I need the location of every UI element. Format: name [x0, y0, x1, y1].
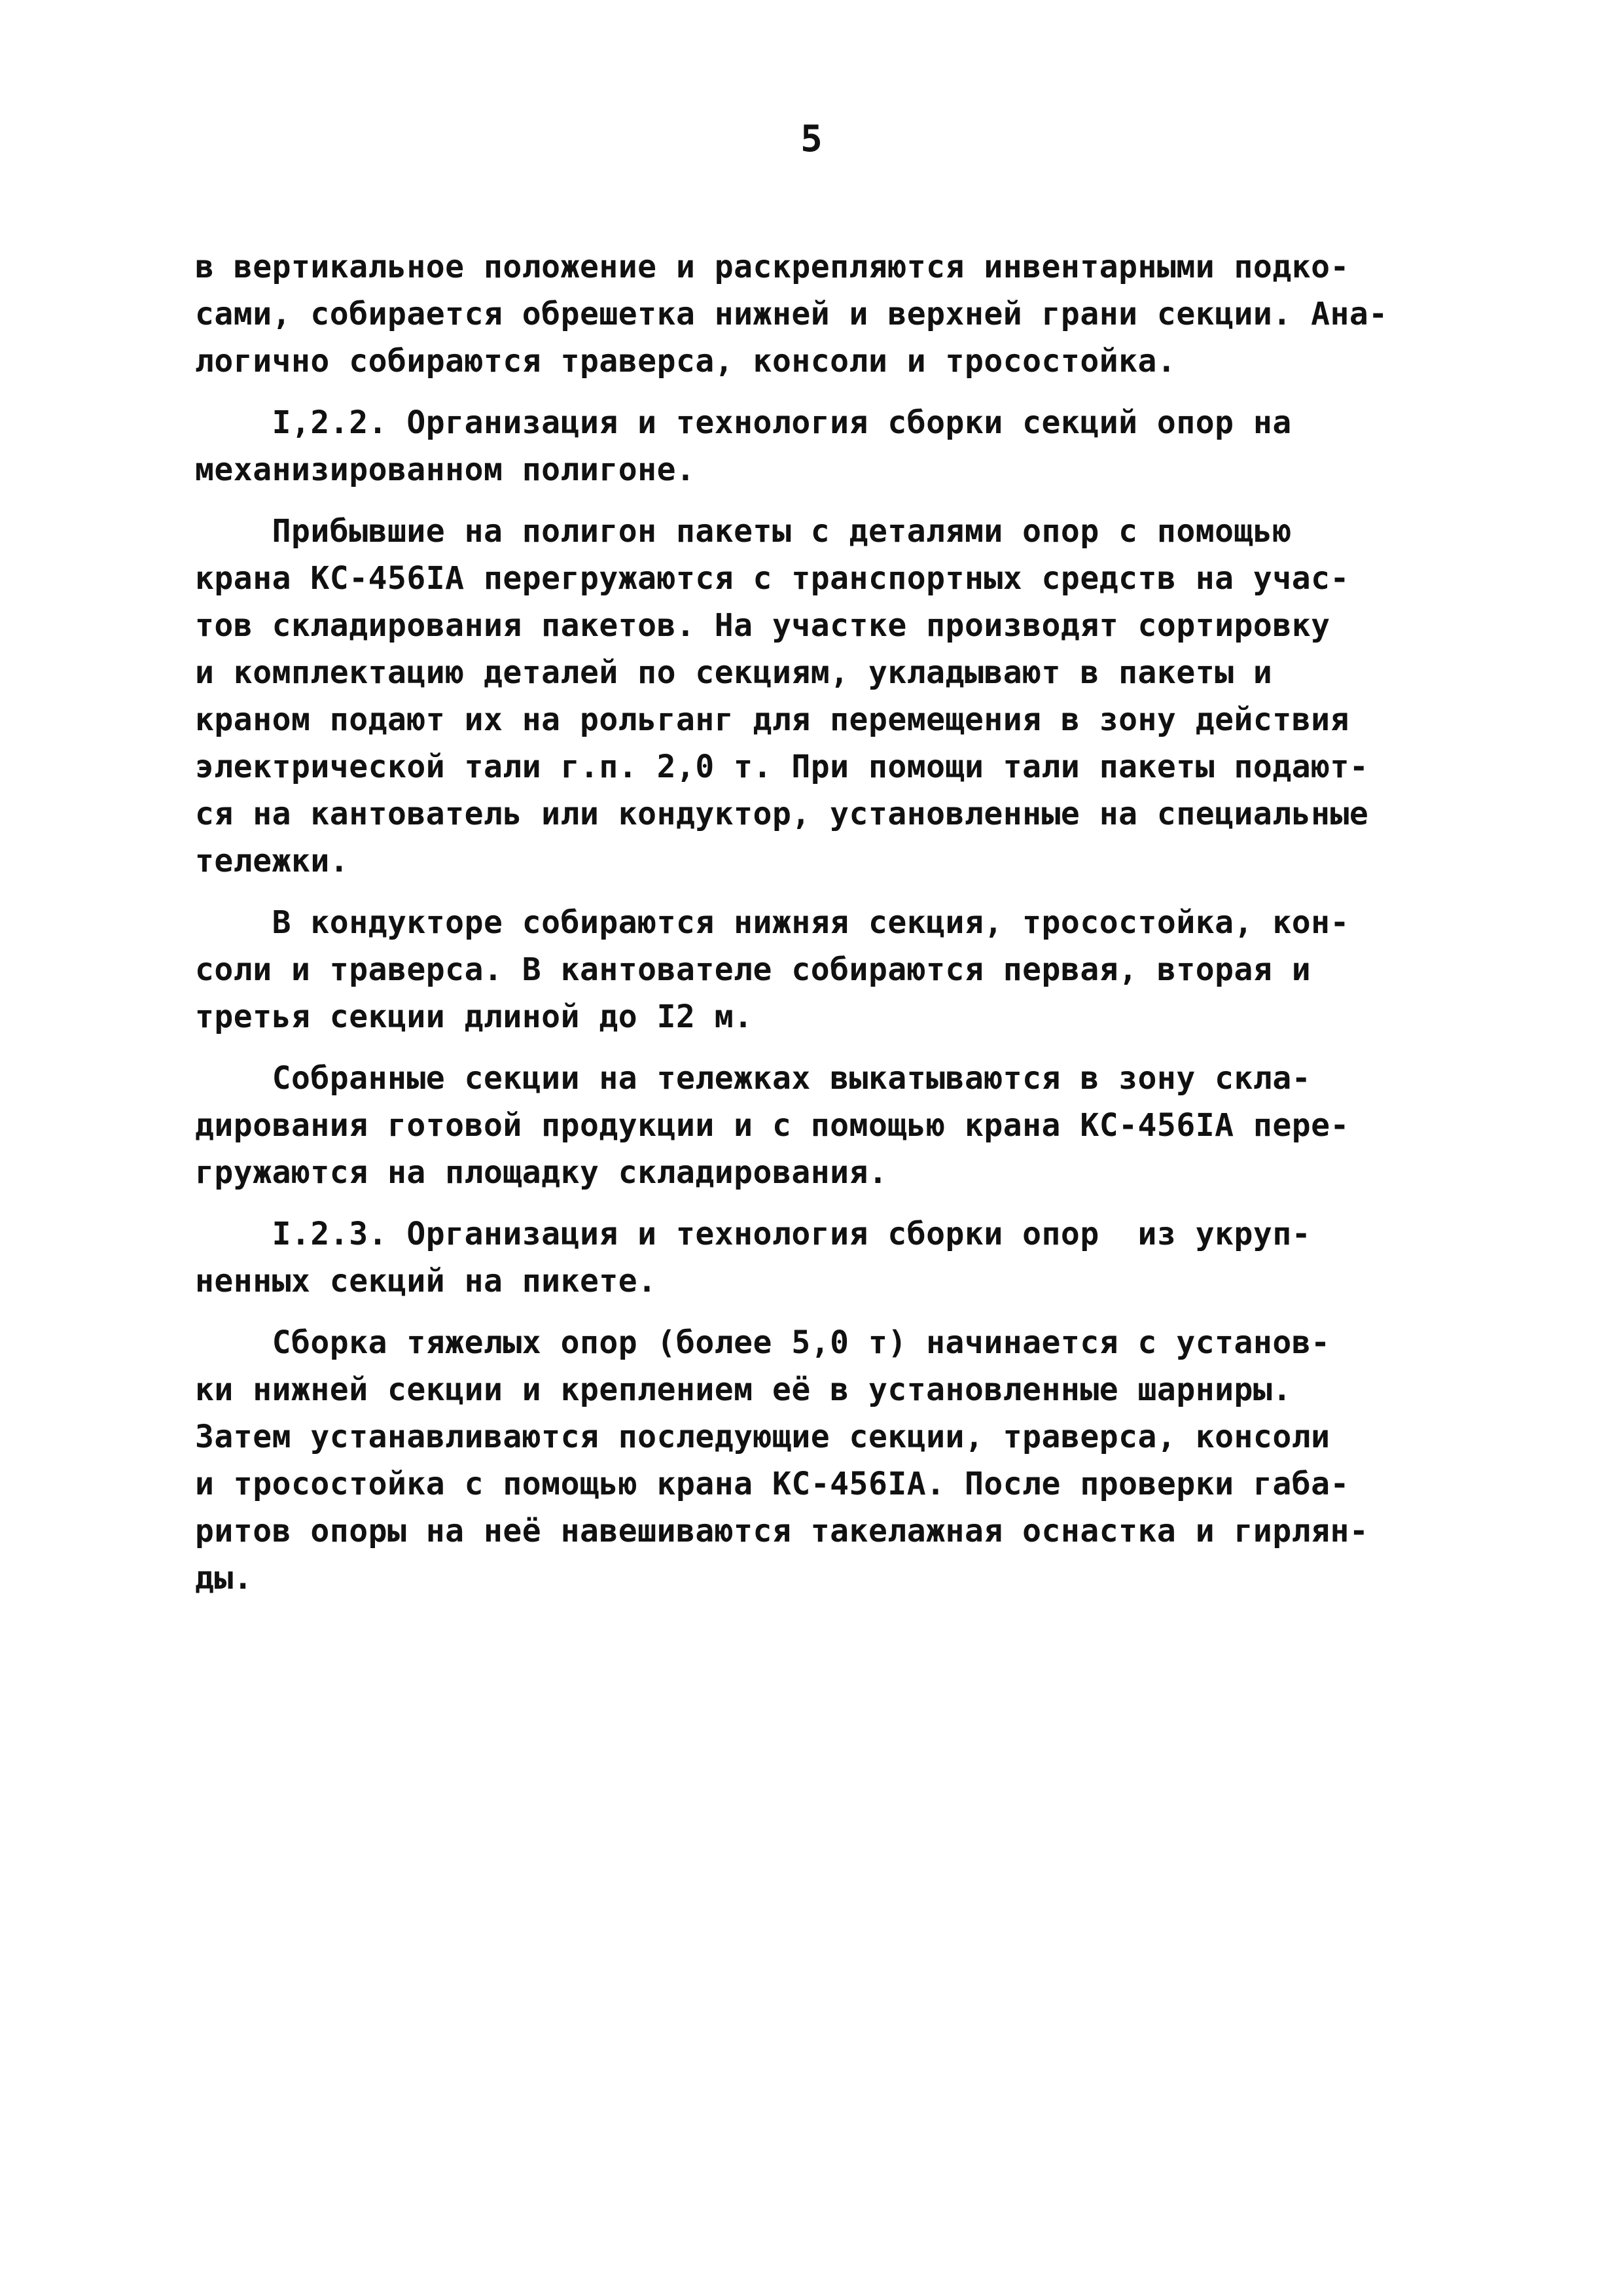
text-line: механизированном полигоне.: [195, 451, 696, 488]
text-line: крана КС-456IА перегружаются с транспортных средств на учас-: [195, 560, 1349, 597]
text-line: ритов опоры на неё навешиваются такелажная оснастка и гирлян-: [195, 1513, 1369, 1549]
text-line: ды.: [195, 1560, 253, 1597]
section-heading: [195, 1210, 1466, 1305]
text-line: тов складирования пакетов. На участке производят сортировку: [195, 607, 1330, 644]
text-line: I,2.2. Организация и технология сборки секций опор на: [195, 404, 1292, 441]
paragraph: [195, 508, 1466, 885]
text-line: краном подают их на рольганг для перемещения в зону действия: [195, 701, 1349, 738]
text-line: ся на кантователь или кондуктор, установленные на специальные: [195, 796, 1369, 832]
text-line: В кондукторе собираются нижняя секция, тросостойка, кон-: [195, 904, 1349, 941]
text-line: в вертикальное положение и раскрепляются инвентарными подко-: [195, 249, 1349, 285]
text-line: третья секции длиной до I2 м.: [195, 998, 753, 1035]
text-line: ненных секций на пикете.: [195, 1263, 657, 1299]
text-line: и комплектацию деталей по секциям, укладывают в пакеты и: [195, 654, 1273, 691]
paragraph: [195, 1319, 1466, 1602]
page-number: 5: [800, 118, 823, 160]
text-line: Сборка тяжелых опор (более 5,0 т) начинается с установ-: [195, 1324, 1330, 1361]
text-line: ки нижней секции и креплением её в установленные шарниры.: [195, 1371, 1292, 1408]
text-line: Прибывшие на полигон пакеты с деталями опор с помощью: [195, 513, 1292, 550]
text-line: сами, собирается обрешетка нижней и верхней грани секции. Ана-: [195, 296, 1388, 332]
paragraph: [195, 899, 1466, 1040]
text-line: логично собираются траверса, консоли и тросостойка.: [195, 343, 1177, 380]
text-line: гружаются на площадку складирования.: [195, 1154, 888, 1191]
paragraph: [195, 243, 1466, 385]
text-line: соли и траверса. В кантователе собираются первая, вторая и: [195, 951, 1311, 988]
text-line: I.2.3. Организация и технология сборки опор из укруп-: [195, 1216, 1311, 1252]
text-line: тележки.: [195, 843, 349, 879]
text-line: дирования готовой продукции и с помощью крана КС-456IА пере-: [195, 1107, 1349, 1144]
text-line: Собранные секции на тележках выкатываются в зону скла-: [195, 1060, 1311, 1097]
text-line: Затем устанавливаются последующие секции, траверса, консоли: [195, 1419, 1330, 1455]
text-line: и тросостойка с помощью крана КС-456IА. После проверки габа-: [195, 1466, 1349, 1502]
text-line: электрической тали г.п. 2,0 т. При помощи тали пакеты подают-: [195, 749, 1369, 785]
body-text: [195, 243, 1466, 1602]
paragraph: [195, 1055, 1466, 1196]
section-heading: [195, 399, 1466, 493]
